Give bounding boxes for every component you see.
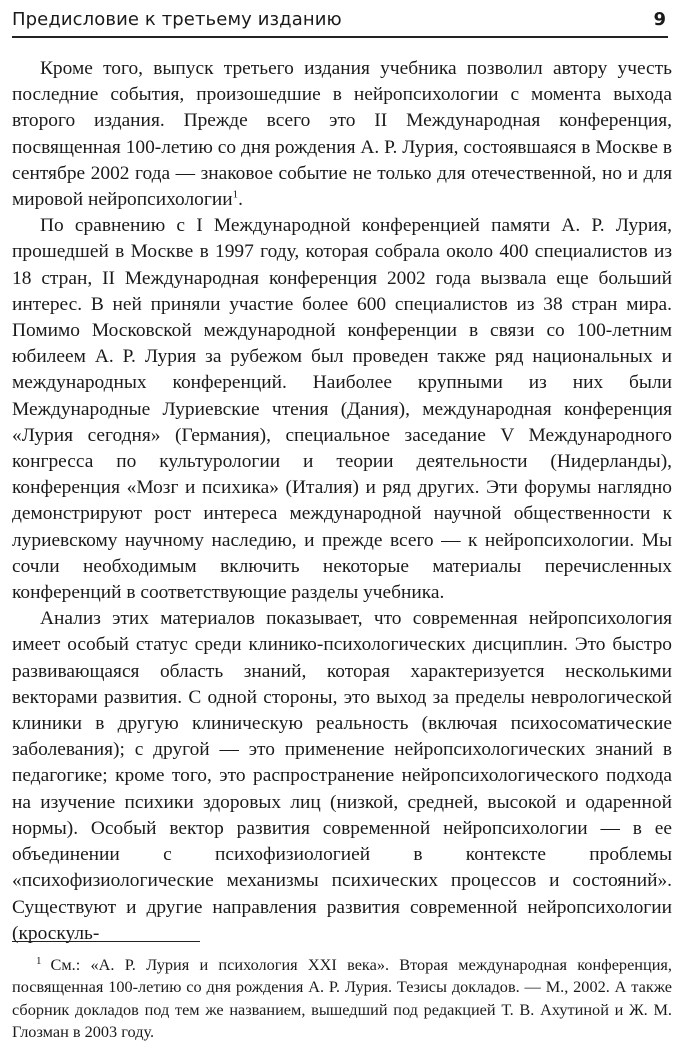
paragraph bbox=[12, 56, 672, 213]
paragraph-tail: . bbox=[238, 189, 243, 211]
footnote-divider bbox=[12, 941, 200, 942]
running-header bbox=[12, 6, 668, 38]
footnote-reference[interactable]: 1 bbox=[232, 188, 239, 201]
paragraph bbox=[12, 213, 672, 606]
paragraph-text: По сравнению с I Международной конференцией памяти А. Р. Лурия, прошедшей в Москве в 1997 году, которая собрала около 400 специалистов из 18 стран, II Международная конференция 2002 года вызвала еще больший интерес. В ней приняли участие более 600 специалистов из 38 стран мира. Помимо Московской международной конференции в связи со 100-летним юбилеем А. Р. Лурия за рубежом был проведен также ряд национальных и международных конференций. Наиболее крупными из них были Международные Луриевские чтения (Дания), международная конференция «Лурия сегодня» (Германия), специальное заседание V Международного конгресса по культурологии и теории деятельности (Нидерланды), конференция «Мозг и психика» (Италия) и ряд других. Эти форумы наглядно демонстрируют рост интереса международной научной общественности к луриевскому научному наследию, и прежде всего — к нейропсихологии. Мы сочли необходимым включить некоторые материалы перечисленных конференций в соответствующие разделы учебника. bbox=[12, 215, 672, 604]
footnote-text: См.: «А. Р. Лурия и психология XXI века». Вторая международная конференция, посвященная 100-летию со дня рождения А. Р. Лурия. Тезисы докладов. — М., 2002. А также сборник докладов под тем же названием, вышедший под редакцией Т. В. Ахутиной и Ж. М. Глозман в 2003 году. bbox=[12, 955, 672, 1042]
paragraph-text: Кроме того, выпуск третьего издания учебника позволил автору учесть последние события, произошедшие в нейропсихологии с момента выхода второго издания. Прежде всего это II Международная конференция, посвященная 100-летию со дня рождения А. Р. Лурия, состоявшаяся в Москве в сентябре 2002 года — знаковое событие не только для отечественной, но и для мировой нейропсихологии bbox=[12, 58, 672, 211]
footnote-mark: 1 bbox=[36, 954, 42, 967]
footnote bbox=[12, 954, 672, 1044]
paragraph bbox=[12, 606, 672, 947]
paragraph-text: Анализ этих материалов показывает, что современная нейропсихология имеет особый статус среди клинико-психологических дисциплин. Это быстро развивающаяся область знаний, которая характеризуется несколькими векторами развития. С одной стороны, это выход за пределы неврологической клиники в другую клиническую реальность (включая психосоматические заболевания); с другой — это применение нейропсихологических знаний в педагогике; кроме того, это распространение нейропсихологического подхода на изучение психики здоровых лиц (низкой, средней, высокой и одаренной нормы). Особый вектор развития современной нейропсихологии — в ее объединении с психофизиологией в контексте проблемы «психофизиологические механизмы психических процессов и состояний». Существуют и другие направления развития современной нейропсихологии (кроскуль- bbox=[12, 608, 672, 944]
running-header-title: Предисловие к третьему изданию bbox=[12, 9, 342, 30]
body-text bbox=[12, 56, 672, 947]
page-number: 9 bbox=[653, 9, 666, 30]
